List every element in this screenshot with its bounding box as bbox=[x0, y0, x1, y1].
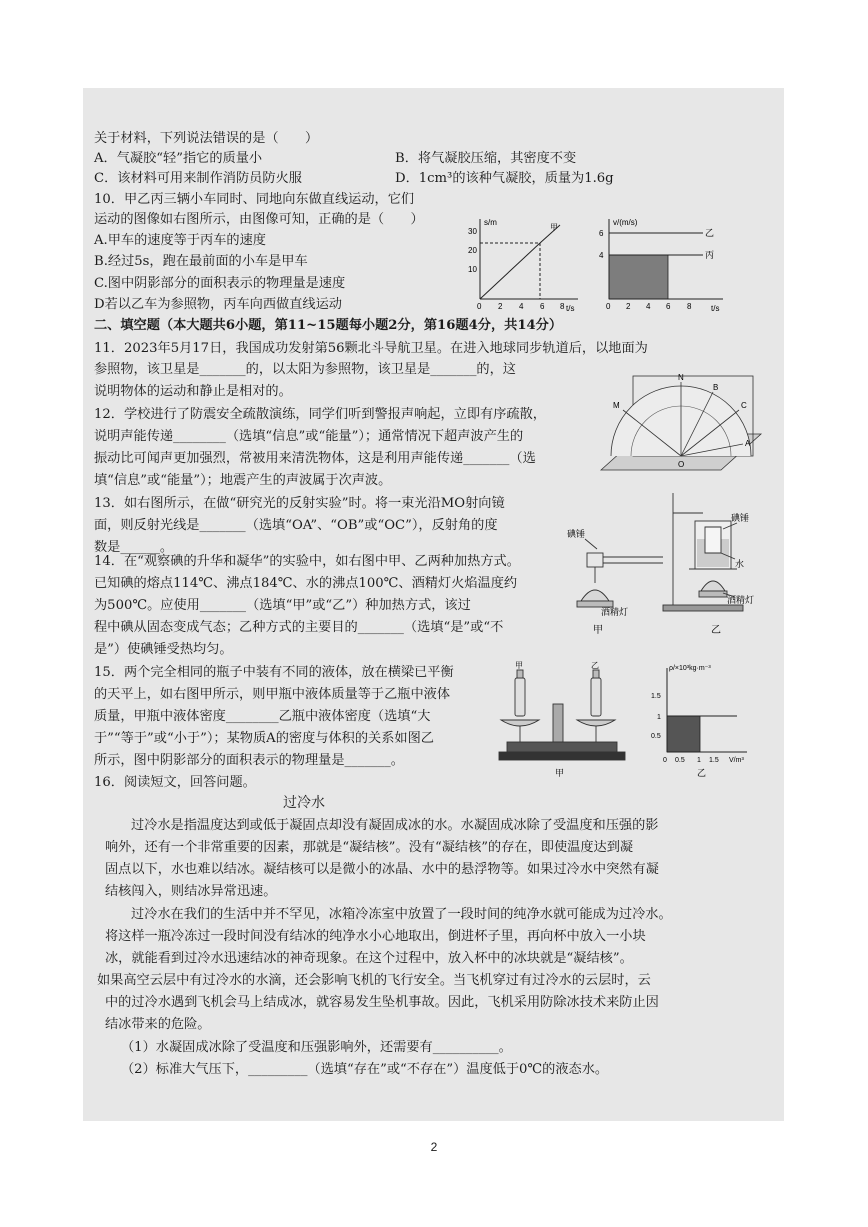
vt-x-tick: 6 bbox=[666, 302, 671, 311]
question-15-line-5: 所示，图中阴影部分的面积表示的物理量是_______。 bbox=[94, 753, 404, 768]
vt-x-label: t/s bbox=[711, 304, 720, 313]
st-y-tick: 30 bbox=[468, 227, 477, 236]
article-title: 过冷水 bbox=[283, 795, 325, 811]
figure-q10-vt-graph bbox=[593, 215, 753, 313]
question-13-line-3: 数是______。 bbox=[94, 540, 174, 555]
figure-q10-st-graph bbox=[466, 215, 586, 313]
article-paragraph-3-line-2: 中的过冷水遇到飞机会马上结成冰，就容易发生坠机事故。因此，飞机采用防除冰技术来防止因 bbox=[105, 995, 659, 1010]
question-16-part-2: （2）标准大气压下，_________（选填“存在”或“不存在”）温度低于0℃的液态水。 bbox=[121, 1062, 609, 1077]
vt-x-tick: 2 bbox=[626, 302, 631, 311]
question-14-line-4: 程中碘从固态变成气态；乙种方式的主要目的_______（选填“是”或“不 bbox=[94, 620, 504, 635]
reflection-label-c: C bbox=[741, 401, 747, 410]
question-13-line-1: 13．如右图所示，在做“研究光的反射实验”时。将一束光沿MO射向镜 bbox=[94, 496, 505, 511]
figure-q14-iodine-heating bbox=[567, 483, 767, 643]
article-paragraph-3-line-1: 如果高空云层中有过冷水的水滴，还会影响飞机的飞行安全。当飞机穿过有过冷水的云层时，云 bbox=[97, 973, 651, 988]
density-x-tick: 1.5 bbox=[709, 757, 719, 764]
question-14-line-1: 14．在“观察碘的升华和凝华”的实验中，如右图中甲、乙两种加热方式。 bbox=[94, 554, 520, 569]
question-14-line-2: 已知碘的熔点114℃、沸点184℃、水的沸点100℃、酒精灯火焰温度约 bbox=[94, 576, 518, 591]
article-paragraph-1-line-2: 响外，还有一个非常重要的因素，那就是“凝结核”。没有“凝结核”的存在，即使温度达到凝 bbox=[105, 840, 634, 855]
water-label: 水 bbox=[735, 559, 745, 569]
density-y-tick: 1.5 bbox=[651, 693, 661, 700]
question-11-line-1: 11．2023年5月17日，我国成功发射第56颗北斗导航卫星。在进入地球同步轨道后，以地面为 bbox=[94, 341, 648, 356]
article-paragraph-2-line-2: 将这样一瓶冷冻过一段时间没有结冰的纯净水小心地取出，倒进杯子里，再向杯中放入一小块 bbox=[105, 929, 646, 944]
st-y-label: s/m bbox=[484, 218, 497, 227]
option-d: D．1cm³的该种气凝胶，质量为1.6g bbox=[395, 171, 614, 186]
section-heading-fill-in: 二、填空题（本大题共6小题，第11~15题每小题2分，第16题4分，共14分） bbox=[94, 318, 563, 333]
reflection-label-m: M bbox=[613, 401, 620, 410]
option-c: C．该材料可用来制作消防员防火服 bbox=[94, 171, 302, 186]
vt-x-tick: 4 bbox=[646, 302, 651, 311]
scanned-page bbox=[83, 88, 784, 1121]
question-15-line-1: 15．两个完全相同的瓶子中装有不同的液体，放在横梁已平衡 bbox=[94, 665, 454, 680]
vt-y-tick: 4 bbox=[599, 251, 604, 260]
vt-x-tick: 0 bbox=[606, 302, 611, 311]
option-b: B．将气凝胶压缩，其密度不变 bbox=[395, 151, 577, 166]
question-15-line-3: 质量，甲瓶中液体密度________乙瓶中液体密度（选填“大 bbox=[94, 709, 431, 724]
question-14-line-5: 是”）使碘锤受热均匀。 bbox=[94, 642, 233, 657]
question-12-line-4: 填“信息”或“能量”）；地震产生的声波属于次声波。 bbox=[94, 473, 392, 488]
vt-series-label-yi: 乙 bbox=[705, 228, 715, 238]
vt-y-tick: 6 bbox=[599, 229, 604, 238]
iodine-label-b: 碘锤 bbox=[731, 513, 750, 523]
st-x-tick: 2 bbox=[498, 302, 503, 311]
density-x-tick: 1 bbox=[697, 757, 701, 764]
q10-option-c: C.图中阴影部分的面积表示的物理量是速度 bbox=[94, 276, 346, 291]
question-15-line-4: 于”“等于”或“小于”）；某物质A的密度与体积的关系如图乙 bbox=[94, 731, 434, 746]
reflection-label-o: O bbox=[678, 460, 685, 469]
st-x-tick: 6 bbox=[540, 302, 545, 311]
lamp-label-b: 酒精灯 bbox=[727, 595, 755, 605]
article-paragraph-1-line-3: 固点以下，水也难以结冰。凝结核可以是微小的冰晶、水中的悬浮物等。如果过冷水中突然有凝 bbox=[105, 862, 659, 877]
st-x-label: t/s bbox=[566, 304, 575, 313]
q10-option-b: B.经过5s，跑在最前面的小车是甲车 bbox=[94, 254, 308, 269]
density-caption: 乙 bbox=[697, 768, 707, 778]
q10-option-d: D若以乙车为参照物，丙车向西做直线运动 bbox=[94, 297, 342, 312]
st-x-tick: 4 bbox=[519, 302, 524, 311]
st-y-tick: 10 bbox=[468, 265, 477, 274]
figure-q15-density-graph bbox=[647, 660, 767, 782]
st-x-tick: 8 bbox=[560, 302, 565, 311]
st-series-label: 甲 bbox=[550, 223, 558, 232]
figure-q13-reflection bbox=[593, 370, 763, 482]
question-10-line-1: 10．甲乙丙三辆小车同时、同地向东做直线运动，它们 bbox=[94, 192, 415, 207]
question-12-line-1: 12．学校进行了防震安全疏散演练，同学们听到警报声响起，立即有序疏散， bbox=[94, 407, 546, 422]
st-x-tick: 0 bbox=[477, 302, 482, 311]
density-y-tick: 1 bbox=[657, 714, 661, 721]
reflection-label-n: N bbox=[678, 373, 684, 382]
bottle-label-jia: 甲 bbox=[515, 661, 523, 670]
caption-jia: 甲 bbox=[593, 625, 603, 636]
option-a: A．气凝胶“轻”指它的质量小 bbox=[94, 151, 263, 166]
balance-caption: 甲 bbox=[555, 768, 565, 778]
article-paragraph-1-line-1: 过冷水是指温度达到或低于凝固点却没有凝固成冰的水。水凝固成冰除了受温度和压强的影 bbox=[131, 818, 659, 833]
st-y-tick: 20 bbox=[468, 246, 477, 255]
iodine-label-a: 碘锤 bbox=[567, 529, 586, 539]
question-11-line-2: 参照物，该卫星是_______的，以太阳为参照物，该卫星是_______的，这 bbox=[94, 362, 516, 377]
question-10-line-2: 运动的图像如右图所示，由图像可知，正确的是（ ） bbox=[94, 212, 424, 227]
question-13-line-2: 面，则反射光线是_______（选填“OA”、“OB”或“OC”），反射角的度 bbox=[94, 518, 498, 533]
bottle-label-yi: 乙 bbox=[591, 661, 599, 670]
article-paragraph-3-line-3: 结冰带来的危险。 bbox=[105, 1017, 211, 1032]
question-16-part-1: （1）水凝固成冰除了受温度和压强影响外，还需要有__________。 bbox=[121, 1040, 512, 1055]
page-number: 2 bbox=[430, 1140, 438, 1154]
vt-x-tick: 8 bbox=[687, 302, 692, 311]
question-16-stem: 16．阅读短文，回答问题。 bbox=[94, 775, 256, 790]
density-y-tick: 0.5 bbox=[651, 733, 661, 740]
reflection-label-b: B bbox=[713, 383, 719, 392]
article-paragraph-1-line-4: 结核闯入，则结冰异常迅速。 bbox=[105, 884, 277, 899]
article-paragraph-2-line-3: 冰，就能看到过冷水迅速结冰的神奇现象。在这个过程中，放入杯中的冰块就是“凝结核”。 bbox=[105, 951, 633, 966]
question-14-line-3: 为500℃。应使用_______（选填“甲”或“乙”）种加热方式，该过 bbox=[94, 598, 471, 613]
q10-option-a: A.甲车的速度等于丙车的速度 bbox=[94, 233, 266, 248]
reflection-label-a: A bbox=[745, 439, 751, 448]
vt-y-label: v/(m/s) bbox=[613, 218, 638, 227]
question-11-line-3: 说明物体的运动和静止是相对的。 bbox=[94, 384, 292, 399]
density-x-label: V/m³ bbox=[729, 757, 744, 764]
density-y-label: ρ/×10³kg·m⁻³ bbox=[669, 665, 711, 672]
density-x-tick: 0 bbox=[663, 757, 667, 764]
vt-series-label-bing: 丙 bbox=[705, 250, 715, 260]
article-paragraph-2-line-1: 过冷水在我们的生活中并不罕见，冰箱冷冻室中放置了一段时间的纯净水就可能成为过冷水。 bbox=[131, 907, 672, 922]
caption-yi: 乙 bbox=[711, 625, 721, 636]
figure-q15-balance bbox=[493, 660, 643, 782]
lamp-label-a: 酒精灯 bbox=[601, 607, 629, 617]
question-12-line-3: 振动比可闻声更加强烈，常被用来清洗物体，这是利用声能传递_______（选 bbox=[94, 451, 536, 466]
question-stem: 关于材料，下列说法错误的是（ ） bbox=[94, 131, 319, 146]
density-x-tick: 0.5 bbox=[675, 757, 685, 764]
question-12-line-2: 说明声能传递________（选填“信息”或“能量”）；通常情况下超声波产生的 bbox=[94, 429, 524, 444]
question-15-line-2: 的天平上，如右图甲所示，则甲瓶中液体质量等于乙瓶中液体 bbox=[94, 687, 451, 702]
